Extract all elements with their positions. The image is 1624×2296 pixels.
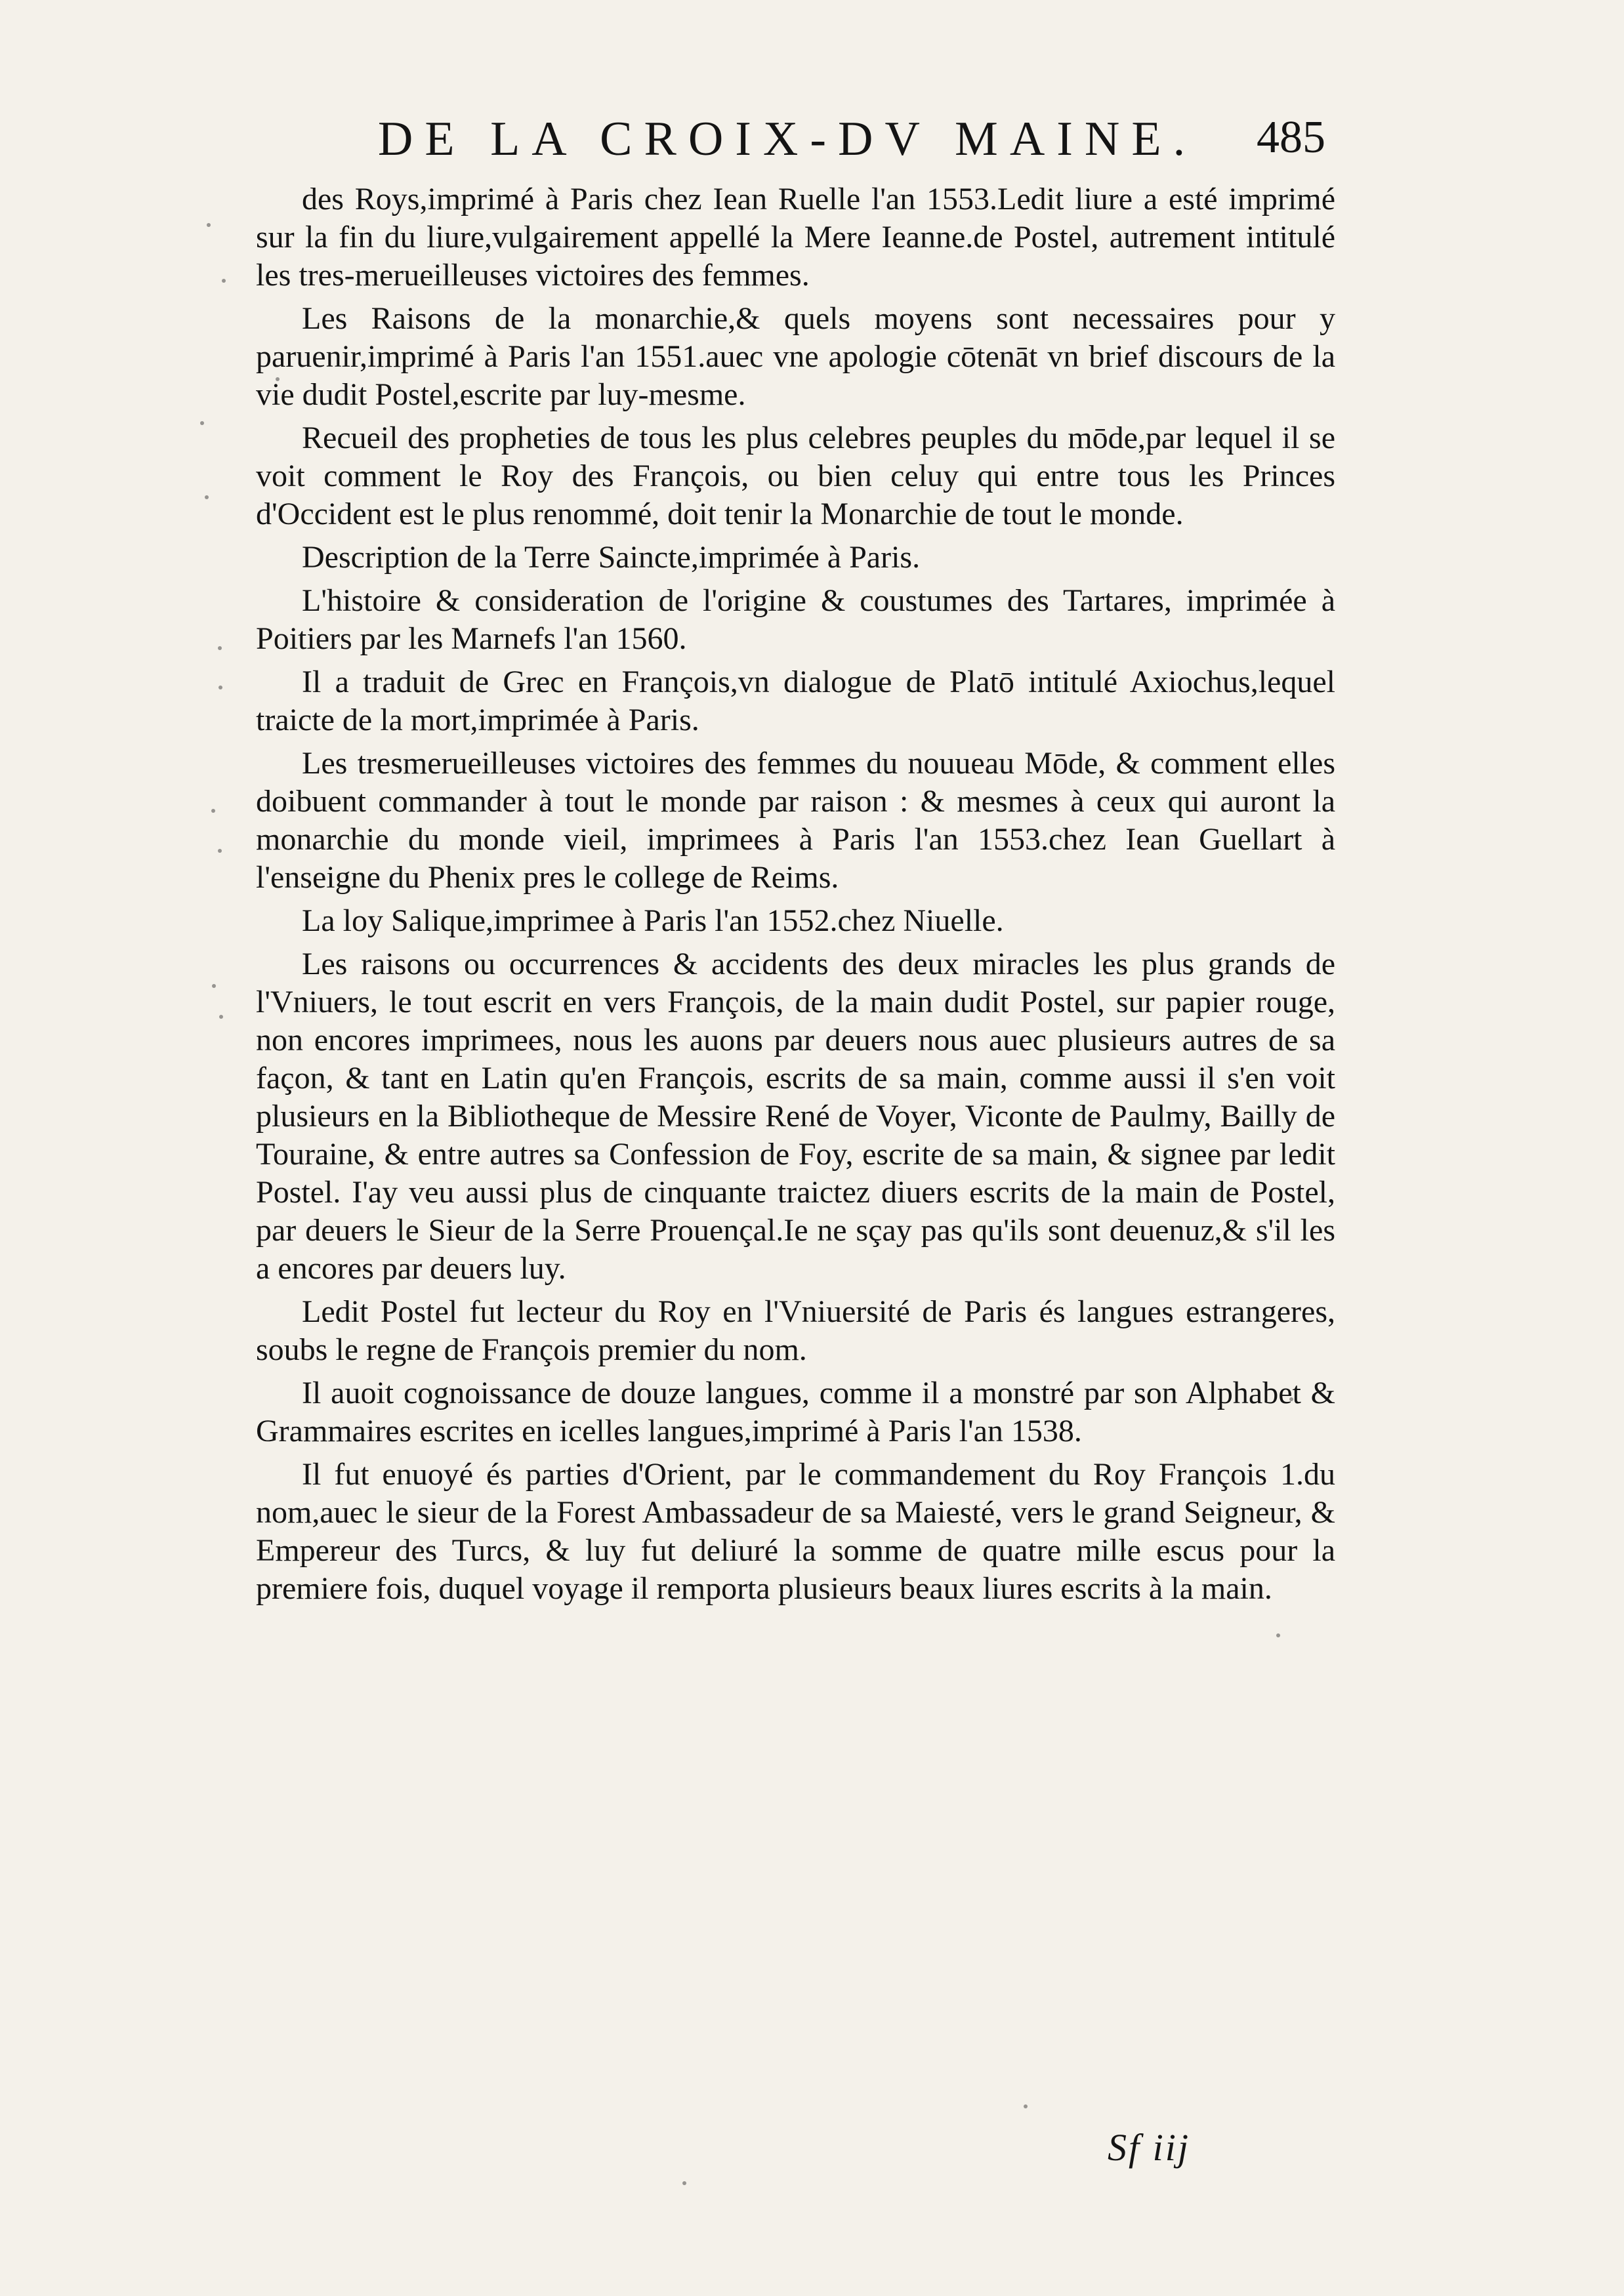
ink-speck: [222, 279, 226, 283]
page-number: 485: [1257, 112, 1325, 163]
entry-7: Les tresmerueilleuses victoires des femmes du nouueau Mōde, & comment elles doibuent commander à tout le monde par raison : & mesmes à ceux qui auront la monarchie du monde vieil, imprimees à Paris l'an 1553.chez Iean Guellart à l'enseigne du Phenix pres le college de Reims.: [256, 746, 1335, 895]
entry-2: Les Raisons de la monarchie,& quels moyens sont necessaires pour y paruenir,imprimé à Paris l'an 1551.auec vne apologie cōtenāt vn brief discours de la vie dudit Postel,escrite par luy-mesme.: [256, 301, 1335, 412]
ink-speck: [219, 686, 222, 689]
entry-8: La loy Salique,imprimee à Paris l'an 1552.chez Niuelle.: [302, 903, 1004, 938]
entry-6: Il a traduit de Grec en François,vn dialogue de Platō intitulé Axiochus,lequel traicte de la mort,imprimée à Paris.: [256, 665, 1335, 737]
ink-speck: [205, 495, 209, 499]
entry-12: Il fut enuoyé és parties d'Orient, par le commandement du Roy François 1.du nom,auec le sieur de la Forest Ambassadeur de sa Maiesté, vers le grand Seigneur, & Empereur des Turcs, & luy fut deliuré la somme de quatre mille escus pour la premiere fois, duquel voyage il remporta plusieurs beaux liures escrits à la main.: [256, 1457, 1335, 1606]
body-text: [256, 180, 1335, 1613]
ink-speck: [1122, 1548, 1126, 1552]
ink-speck: [1024, 2104, 1028, 2108]
entry-9: Les raisons ou occurrences & accidents des deux miracles les plus grands de l'Vniuers, le tout escrit en vers François, de la main dudit Postel, sur papier rouge, non encores imprimees, nous les auons par deuers nous auec plusieurs autres de sa façon, & tant en Latin qu'en François, escrits de sa main, comme aussi il s'en voit plusieurs en la Bibliotheque de Messire René de Voyer, Viconte de Paulmy, Bailly de Touraine, & entre autres sa Confession de Foy, escrite de sa main, & signee par ledit Postel. I'ay veu aussi plus de cinquante traictez diuers escrits de la main de Postel, par deuers le Sieur de la Serre Prouençal.Ie ne sçay pas qu'ils sont deuenuz,& s'il les a encores par deuers luy.: [256, 947, 1335, 1286]
ink-speck: [682, 2181, 686, 2185]
running-head: DE LA CROIX-DV MAINE.: [377, 112, 1197, 166]
ink-speck: [211, 809, 215, 813]
ink-speck: [200, 421, 204, 425]
ink-speck: [219, 1015, 223, 1019]
entry-11: Il auoit cognoissance de douze langues, comme il a monstré par son Alphabet & Grammaires escrites en icelles langues,imprimé à Paris l'an 1538.: [256, 1376, 1335, 1448]
signature-mark: Sf iij: [1108, 2126, 1190, 2169]
ink-speck: [1276, 1633, 1280, 1637]
ink-speck: [218, 646, 222, 650]
ink-speck: [212, 984, 216, 988]
ink-speck: [1289, 1397, 1293, 1401]
ink-speck: [218, 849, 222, 853]
ink-speck: [207, 223, 211, 227]
entry-3: Recueil des propheties de tous les plus celebres peuples du mōde,par lequel il se voit comment le Roy des François, ou bien celuy qui entre tous les Princes d'Occident est le plus renommé, doit tenir la Monarchie de tout le monde.: [256, 420, 1335, 531]
entry-4: Description de la Terre Saincte,imprimée à Paris.: [302, 540, 921, 575]
entry-10: Ledit Postel fut lecteur du Roy en l'Vniuersité de Paris és langues estrangeres, soubs le regne de François premier du nom.: [256, 1294, 1335, 1367]
ink-speck: [276, 377, 280, 381]
entry-5: L'histoire & consideration de l'origine & coustumes des Tartares, imprimée à Poitiers par les Marnefs l'an 1560.: [256, 583, 1335, 656]
entry-1: des Roys,imprimé à Paris chez Iean Ruelle l'an 1553.Ledit liure a esté imprimé sur la fin du liure,vulgairement appellé la Mere Ieanne.de Postel, autrement intitulé les tres-merueilleuses victoires des femmes.: [256, 182, 1335, 293]
